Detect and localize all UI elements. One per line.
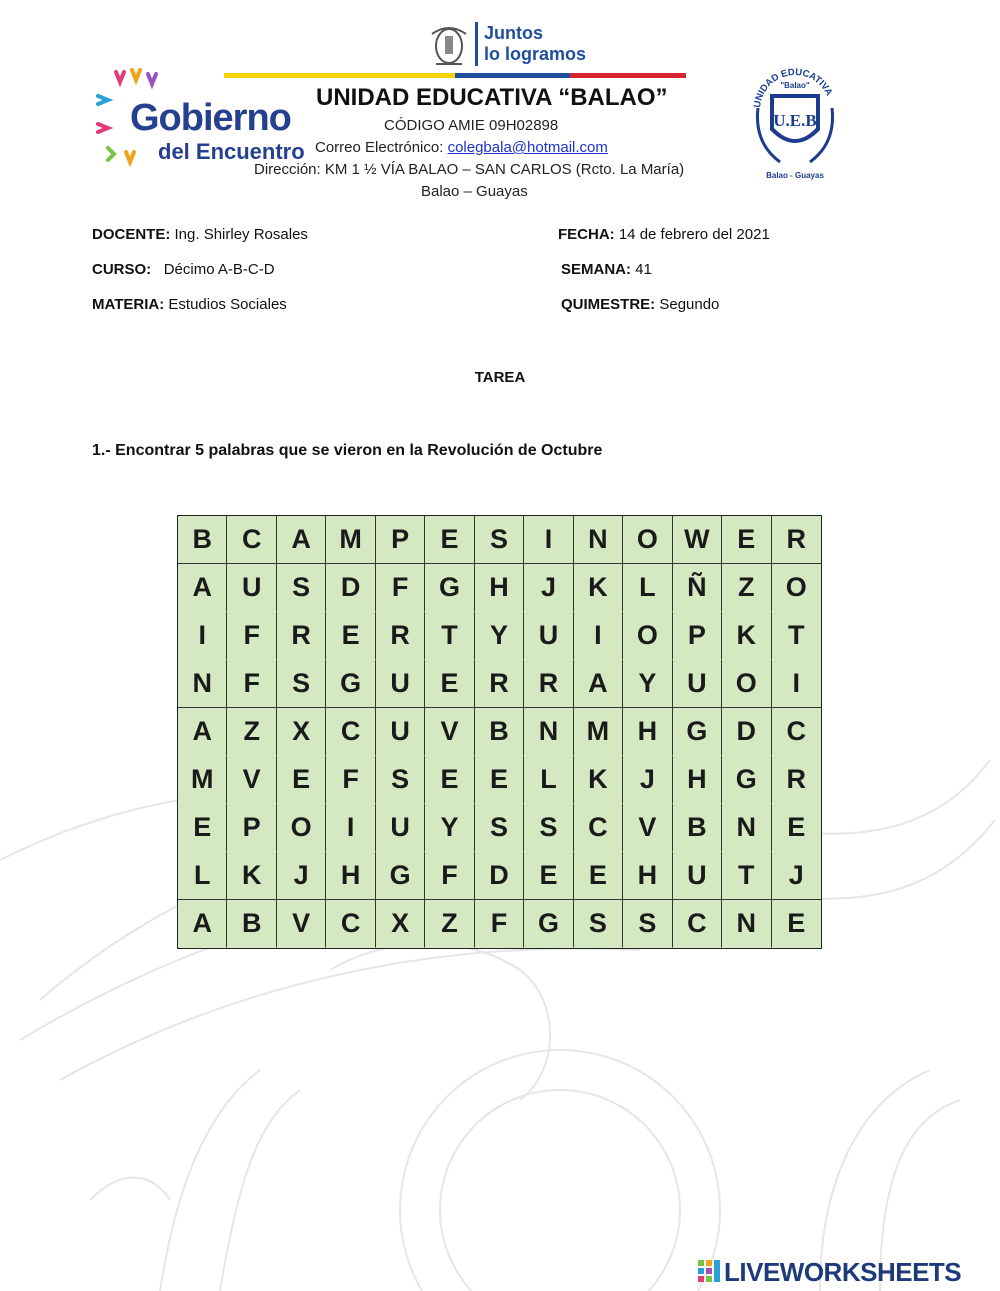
school-name: UNIDAD EDUCATIVA “BALAO” [316, 84, 668, 111]
grid-cell[interactable]: T [722, 852, 771, 900]
grid-cell[interactable]: G [722, 756, 771, 804]
grid-cell[interactable]: E [277, 756, 326, 804]
grid-cell[interactable]: N [178, 660, 227, 708]
grid-cell[interactable]: Y [475, 612, 524, 660]
codigo-amie: CÓDIGO AMIE 09H02898 [384, 117, 559, 134]
grid-cell[interactable]: N [722, 804, 771, 852]
grid-cell[interactable]: O [722, 660, 771, 708]
grid-cell[interactable]: A [277, 516, 326, 564]
grid-cell[interactable]: E [425, 516, 474, 564]
gov-logo-subtitle: del Encuentro [158, 139, 305, 164]
semana-label: SEMANA: [561, 261, 631, 278]
slogan-line-2: lo logramos [484, 44, 587, 64]
grid-cell[interactable]: T [772, 612, 821, 660]
grid-cell[interactable]: I [524, 516, 573, 564]
grid-cell[interactable]: C [326, 708, 375, 756]
grid-cell[interactable]: E [425, 660, 474, 708]
grid-cell[interactable]: E [574, 852, 623, 900]
grid-cell[interactable]: U [376, 708, 425, 756]
grid-cell[interactable]: B [227, 900, 276, 948]
liveworksheets-mark-icon [698, 1260, 720, 1282]
grid-cell[interactable]: J [623, 756, 672, 804]
correo-label: Correo Electrónico: [315, 139, 448, 156]
semana-field [561, 261, 652, 278]
grid-cell[interactable]: Z [425, 900, 474, 948]
grid-cell[interactable]: C [227, 516, 276, 564]
ecuador-coat-of-arms-icon [428, 20, 470, 70]
grid-cell[interactable]: P [376, 516, 425, 564]
grid-cell[interactable]: F [227, 660, 276, 708]
grid-cell[interactable]: V [227, 756, 276, 804]
grid-cell[interactable]: P [673, 612, 722, 660]
grid-cell[interactable]: R [475, 660, 524, 708]
grid-cell[interactable]: C [574, 804, 623, 852]
grid-cell[interactable]: L [524, 756, 573, 804]
grid-cell[interactable]: J [772, 852, 821, 900]
grid-cell[interactable]: Z [722, 564, 771, 612]
grid-cell[interactable]: E [475, 756, 524, 804]
grid-cell[interactable]: K [574, 756, 623, 804]
grid-cell[interactable]: F [227, 612, 276, 660]
grid-cell[interactable]: Y [623, 660, 672, 708]
slogan-line-1: Juntos [484, 23, 544, 43]
grid-cell[interactable]: E [772, 804, 821, 852]
grid-cell[interactable]: I [178, 612, 227, 660]
grid-cell[interactable]: E [772, 900, 821, 948]
grid-cell[interactable]: K [227, 852, 276, 900]
grid-cell[interactable]: Z [227, 708, 276, 756]
seal-bottom-text: Balao - Guayas [766, 171, 824, 180]
grid-cell[interactable]: F [425, 852, 474, 900]
quimestre-value: Segundo [659, 296, 720, 313]
grid-cell[interactable]: N [524, 708, 573, 756]
grid-cell[interactable]: U [376, 804, 425, 852]
grid-cell[interactable]: H [673, 756, 722, 804]
curso-label: CURSO: [92, 261, 152, 278]
grid-cell[interactable]: V [425, 708, 474, 756]
quimestre-field [561, 296, 719, 313]
grid-cell[interactable]: B [178, 516, 227, 564]
grid-cell[interactable]: S [475, 516, 524, 564]
grid-cell[interactable]: K [574, 564, 623, 612]
logo-divider [475, 22, 478, 66]
grid-cell[interactable]: U [227, 564, 276, 612]
grid-cell[interactable]: G [524, 900, 573, 948]
grid-cell[interactable]: V [623, 804, 672, 852]
grid-cell[interactable]: S [524, 804, 573, 852]
grid-cell[interactable]: S [376, 756, 425, 804]
grid-cell[interactable]: E [326, 612, 375, 660]
grid-cell[interactable]: X [277, 708, 326, 756]
grid-cell[interactable]: S [277, 564, 326, 612]
grid-cell[interactable]: O [623, 516, 672, 564]
grid-cell[interactable]: S [574, 900, 623, 948]
grid-cell[interactable]: B [475, 708, 524, 756]
grid-cell[interactable]: S [475, 804, 524, 852]
grid-cell[interactable]: R [277, 612, 326, 660]
grid-cell[interactable]: G [425, 564, 474, 612]
grid-cell[interactable]: M [574, 708, 623, 756]
grid-cell[interactable]: H [326, 852, 375, 900]
materia-label: MATERIA: [92, 296, 165, 313]
docente-value: Ing. Shirley Rosales [174, 226, 308, 243]
grid-cell[interactable]: H [623, 852, 672, 900]
grid-cell[interactable]: J [524, 564, 573, 612]
word-search-grid [177, 515, 822, 949]
materia-field [92, 296, 287, 313]
grid-cell[interactable]: E [178, 804, 227, 852]
grid-cell[interactable]: I [772, 660, 821, 708]
grid-cell[interactable]: N [722, 900, 771, 948]
grid-cell[interactable]: X [376, 900, 425, 948]
liveworksheets-logo [698, 1256, 994, 1286]
grid-cell[interactable]: S [277, 660, 326, 708]
grid-cell[interactable]: G [673, 708, 722, 756]
fecha-field [558, 226, 770, 243]
grid-cell[interactable]: S [623, 900, 672, 948]
task-title: TAREA [474, 369, 526, 386]
grid-cell[interactable]: H [623, 708, 672, 756]
grid-cell[interactable]: C [772, 708, 821, 756]
grid-cell[interactable]: Y [425, 804, 474, 852]
grid-cell[interactable]: B [673, 804, 722, 852]
juntos-lo-logramos-logo [428, 20, 628, 76]
grid-cell[interactable]: E [722, 516, 771, 564]
gov-logo-title: Gobierno [130, 97, 291, 139]
grid-cell[interactable]: L [623, 564, 672, 612]
grid-cell[interactable]: G [376, 852, 425, 900]
grid-cell[interactable]: C [326, 900, 375, 948]
grid-cell[interactable]: E [425, 756, 474, 804]
quimestre-label: QUIMESTRE: [561, 296, 656, 313]
grid-cell[interactable]: A [178, 708, 227, 756]
grid-cell[interactable]: V [277, 900, 326, 948]
seal-center-text: U.E.B [773, 111, 817, 130]
grid-cell[interactable]: O [623, 612, 672, 660]
school-seal-logo [752, 58, 838, 182]
grid-cell[interactable]: U [673, 852, 722, 900]
semana-value: 41 [635, 261, 652, 278]
fecha-value: 14 de febrero del 2021 [618, 226, 770, 243]
grid-cell[interactable]: L [178, 852, 227, 900]
ciudad: Balao – Guayas [421, 183, 528, 200]
direccion: Dirección: KM 1 ½ VÍA BALAO – SAN CARLOS (Rcto. La María) [254, 161, 685, 178]
grid-cell[interactable]: D [722, 708, 771, 756]
grid-cell[interactable]: P [227, 804, 276, 852]
grid-cell[interactable]: O [772, 564, 821, 612]
grid-cell[interactable]: I [574, 612, 623, 660]
seal-top-text: UNIDAD EDUCATIVA [752, 66, 835, 109]
grid-cell[interactable]: E [524, 852, 573, 900]
grid-cell[interactable]: H [475, 564, 524, 612]
materia-value: Estudios Sociales [168, 296, 287, 313]
grid-cell[interactable]: R [772, 756, 821, 804]
grid-cell[interactable]: D [475, 852, 524, 900]
docente-label: DOCENTE: [92, 226, 171, 243]
grid-cell[interactable]: J [277, 852, 326, 900]
fecha-label: FECHA: [558, 226, 615, 243]
grid-cell[interactable]: M [178, 756, 227, 804]
grid-cell[interactable]: K [722, 612, 771, 660]
grid-cell[interactable]: A [178, 900, 227, 948]
grid-cell[interactable]: F [475, 900, 524, 948]
grid-cell[interactable]: G [326, 660, 375, 708]
email-link[interactable]: colegbala@hotmail.com [447, 139, 608, 156]
correo-line [315, 139, 608, 156]
grid-cell[interactable]: U [524, 612, 573, 660]
grid-cell[interactable]: C [673, 900, 722, 948]
grid-cell[interactable]: R [772, 516, 821, 564]
docente-field [92, 226, 308, 243]
grid-cell[interactable]: I [326, 804, 375, 852]
grid-cell[interactable]: F [326, 756, 375, 804]
grid-cell[interactable]: M [326, 516, 375, 564]
liveworksheets-text: LIVEWORKSHEETS [724, 1257, 962, 1287]
grid-cell[interactable]: N [574, 516, 623, 564]
curso-field [92, 261, 275, 278]
gobierno-del-encuentro-logo [96, 68, 306, 168]
grid-cell[interactable]: A [178, 564, 227, 612]
grid-cell[interactable]: W [673, 516, 722, 564]
grid-cell[interactable]: R [376, 612, 425, 660]
curso-value: Décimo A-B-C-D [163, 261, 275, 278]
grid-cell[interactable]: D [326, 564, 375, 612]
grid-cell[interactable]: A [574, 660, 623, 708]
seal-sub-text: "Balao" [780, 81, 810, 90]
grid-cell[interactable]: T [425, 612, 474, 660]
grid-cell[interactable]: O [277, 804, 326, 852]
grid-cell[interactable]: U [673, 660, 722, 708]
grid-cell[interactable]: U [376, 660, 425, 708]
grid-cell[interactable]: Ñ [673, 564, 722, 612]
grid-cell[interactable]: F [376, 564, 425, 612]
task-question: 1.- Encontrar 5 palabras que se vieron en la Revolución de Octubre [92, 442, 603, 459]
grid-cell[interactable]: R [524, 660, 573, 708]
